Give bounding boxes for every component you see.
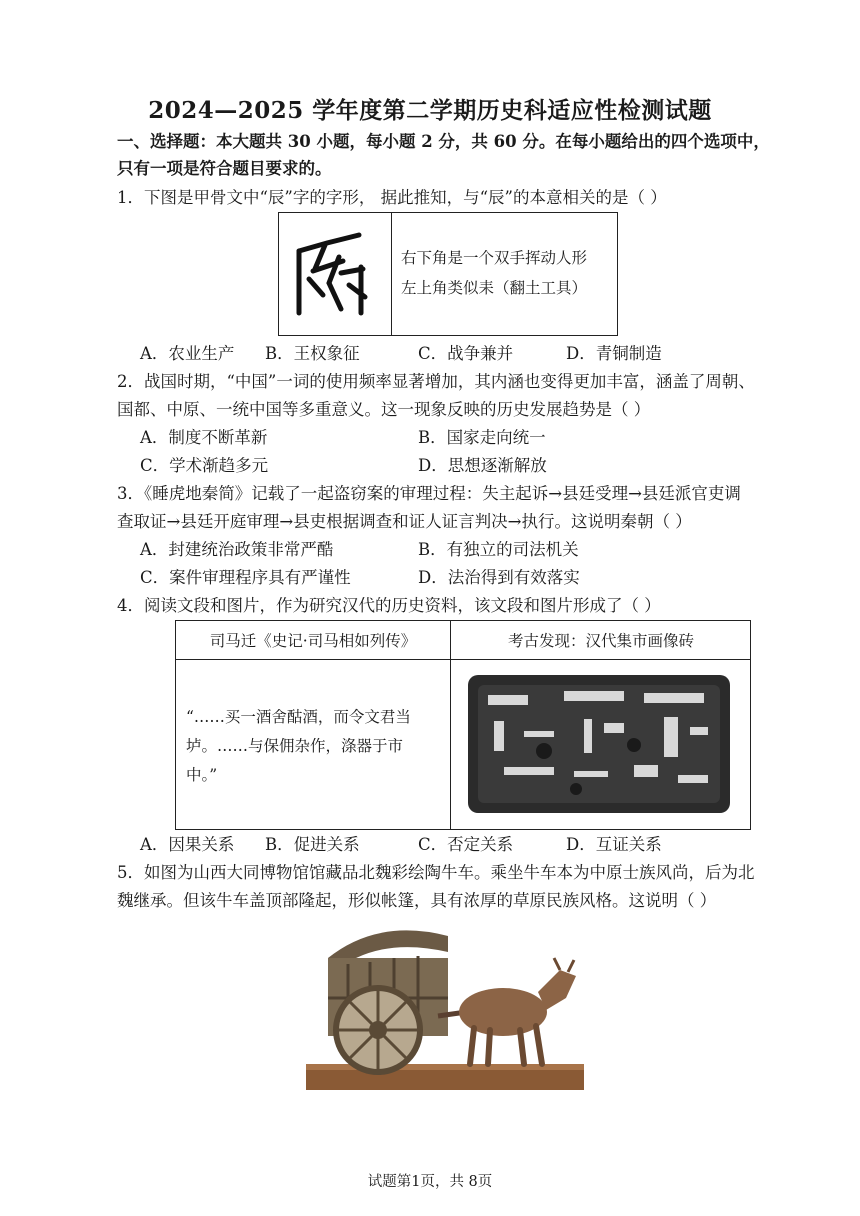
section-instruction-line1: 一、选择题：本大题共 30 小题，每小题 2 分，共 60 分。在每小题给出的四个选项中，	[117, 132, 770, 151]
q3-option-c: C．案件审理程序具有严谨性	[140, 568, 351, 587]
oracle-bone-character-image	[279, 213, 392, 335]
q4-quote-text	[186, 703, 442, 790]
q4-col2-header: 考古发现：汉代集市画像砖	[507, 632, 694, 650]
q1-option-b: B．王权象征	[265, 344, 360, 363]
q5-stem-line1: 5．如图为山西大同博物馆馆藏品北魏彩绘陶牛车。乘坐牛车本为中原士族风尚，后为北	[117, 863, 755, 882]
exam-title: 2024—2025 学年度第二学期历史科适应性检测试题	[148, 97, 712, 124]
q5-stem-line2: 魏继承。但该牛车盖顶部隆起，形似帐篷，具有浓厚的草原民族风格。这说明（ ）	[117, 891, 717, 910]
q1-caption-line1: 右下角是一个双手挥动人形	[401, 249, 588, 267]
q1-option-a: A．农业生产	[140, 344, 235, 363]
q3-option-a: A．封建统治政策非常严酷	[140, 540, 334, 559]
q4-quote-line2: 垆。……与保佣杂作，涤器于市	[186, 737, 404, 755]
q1-figure-box	[278, 212, 618, 336]
q1-caption-line2: 左上角类似耒（翻土工具）	[401, 279, 588, 297]
q2-option-b: B．国家走向统一	[418, 428, 546, 447]
q3-stem-line2: 查取证→县廷开庭审理→县吏根据调查和证人证言判决→执行。这说明秦朝（ ）	[117, 512, 692, 531]
q2-stem-line2: 国都、中原、一统中国等多重意义。这一现象反映的历史发展趋势是（ ）	[117, 400, 651, 419]
section-instruction-line2: 只有一项是符合题目要求的。	[117, 159, 332, 178]
q3-option-b: B．有独立的司法机关	[418, 540, 579, 559]
q4-option-c: C．否定关系	[418, 835, 514, 854]
q2-stem-line1: 2．战国时期，“中国”一词的使用频率显著增加，其内涵也变得更加丰富，涵盖了周朝、	[117, 372, 755, 391]
han-market-brick-image	[464, 671, 734, 817]
q4-source-table	[175, 620, 751, 830]
q1-option-c: C．战争兼并	[418, 344, 514, 363]
q3-stem-line1: 3．《睡虎地秦简》记载了一起盗窃案的审理过程：失主起诉→县廷受理→县廷派官吏调	[117, 484, 741, 503]
ox-cart-figurine-image	[298, 918, 588, 1096]
q1-figure-caption	[401, 243, 587, 303]
q4-table-divider	[450, 621, 451, 829]
q1-option-d: D．青铜制造	[566, 344, 662, 363]
q3-option-d: D．法治得到有效落实	[418, 568, 580, 587]
q1-stem: 1．下图是甲骨文中“辰”字的字形， 据此推知，与“辰”的本意相关的是（ ）	[117, 188, 667, 207]
q4-option-a: A．因果关系	[140, 835, 235, 854]
q4-quote-line3: 中。”	[186, 766, 218, 784]
q4-col1-header: 司马迁《史记·司马相如列传》	[209, 632, 417, 650]
q4-option-b: B．促进关系	[265, 835, 360, 854]
page-footer: 试题第1页，共 8页	[367, 1174, 493, 1190]
q2-option-c: C．学术渐趋多元	[140, 456, 269, 475]
q2-option-a: A．制度不断革新	[140, 428, 268, 447]
q4-quote-line1: “……买一酒舍酤酒，而令文君当	[186, 708, 411, 726]
q2-option-d: D．思想逐渐解放	[418, 456, 547, 475]
q4-option-d: D．互证关系	[566, 835, 662, 854]
oracle-bone-glyph-icon	[279, 213, 391, 335]
q4-stem: 4．阅读文段和图片，作为研究汉代的历史资料，该文段和图片形成了（ ）	[117, 596, 661, 615]
